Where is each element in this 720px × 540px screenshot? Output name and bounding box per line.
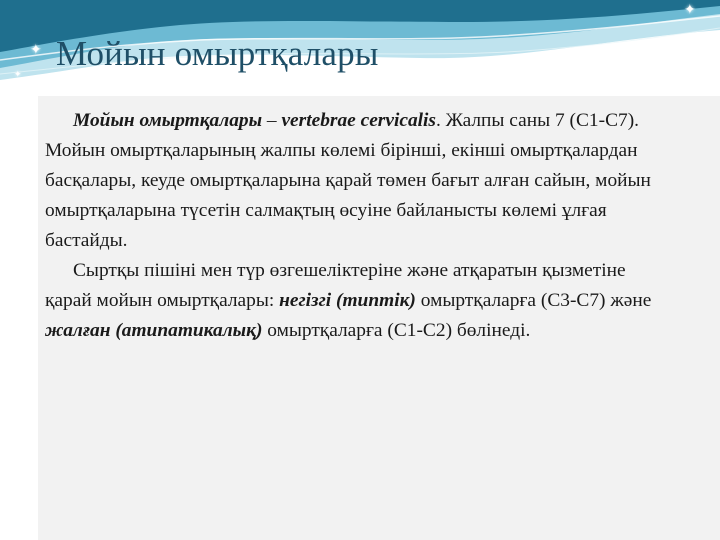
paragraph-2-text-2: омыртқаларға (С3-С7) және bbox=[415, 290, 652, 311]
paragraph-1-text: . Жалпы саны 7 (С1-С7). Мойын омыртқаларының жалпы көлемі бірінші, екінші омыртқалардан басқалары, кеуде омыртқаларына қарай төмен бағыт алған сайын, мойын омыртқаларына түсетін салмақтың өсуіне байланысты көлемі ұлғая бастайды. bbox=[45, 110, 651, 251]
slide-title: Мойын омыртқалары bbox=[56, 34, 379, 73]
latin-term: vertebrae cervicalis bbox=[281, 110, 436, 131]
term-cervical-vertebrae: Мойын омыртқалары bbox=[73, 110, 263, 131]
dash-separator: – bbox=[262, 110, 282, 131]
paragraph-2 bbox=[45, 256, 657, 346]
sparkle-icon: ✦ bbox=[684, 3, 696, 18]
sparkle-icon: ✦ bbox=[14, 69, 22, 79]
slide-body bbox=[45, 106, 657, 346]
term-atypical: жалған (атипатикалық) bbox=[45, 320, 263, 341]
paragraph-1 bbox=[45, 106, 657, 256]
paragraph-2-text-1: Сыртқы пішіні мен түр өзгешеліктеріне және атқаратын қызметіне қарай мойын омыртқалары: bbox=[45, 260, 626, 311]
term-typical: негізгі (типтік) bbox=[279, 290, 416, 311]
paragraph-2-text-3: омыртқаларға (С1-С2) бөлінеді. bbox=[262, 320, 531, 341]
sparkle-icon: ✦ bbox=[30, 43, 42, 58]
